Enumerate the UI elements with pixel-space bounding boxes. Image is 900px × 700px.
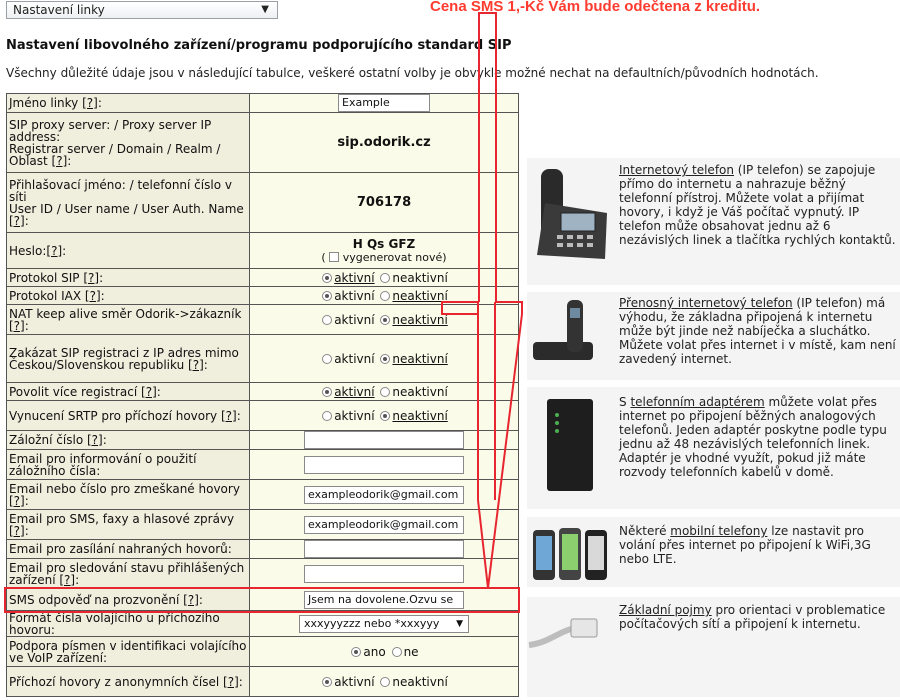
help-link[interactable]: [?] [223,674,239,689]
page-title: Nastavení libovolného zařízení/programu podporujícího standard SIP [6,38,512,53]
mobile-phones-image [527,524,611,584]
label-anonymous-calls: Příchozí hovory z anonymních čísel [9,674,220,689]
table-row: Email pro sledování stavu přihlášených zařízení [?]: [7,559,519,589]
ip-phone-link[interactable]: Internetový telefon [619,163,734,177]
label-password: Heslo:[?]: [7,233,250,269]
table-row: Protokol SIP [?]: aktivní neaktivní [7,269,519,287]
nat-active-radio[interactable] [322,315,332,325]
srtp-active-radio[interactable] [322,411,332,421]
table-row [7,113,519,173]
label-number-format: Formát čísla volajícího u příchozího hovoru: [7,611,250,637]
adapter-link[interactable]: telefonním adaptérem [630,395,765,409]
label-protocol-sip: Protokol SIP [9,270,80,285]
help-link[interactable]: [?] [51,153,68,168]
table-row: Email pro SMS, faxy a hlasové zprávy [?]: exampleodorik@gmail.com [7,510,519,540]
label-missed-calls: Email nebo číslo pro zmeškané hovory [9,481,240,496]
adapter-image [527,395,611,495]
network-cable-image [527,603,611,663]
help-link[interactable]: [?] [220,408,237,423]
label-sms-reply: SMS odpověď na prozvonění [9,592,180,607]
help-link[interactable]: [?] [84,288,101,303]
table-row: Příchozí hovory z anonymních čísel [?]: aktivní neaktivní [7,667,519,697]
table-row: Povolit více registrací [?]: aktivní neaktivní [7,383,519,401]
anon-active-radio[interactable] [322,677,332,687]
help-link[interactable]: [?] [9,493,25,508]
number-format-select[interactable]: xxxyyyzzz nebo *xxxyyy ▼ [299,615,469,633]
annotation-line [495,12,497,302]
table-row: SMS odpověď na prozvonění [?]: Jsem na dovolene.Ozvu se [7,589,519,611]
multi-active-radio[interactable] [322,387,332,397]
password-value: H Qs GFZ [352,237,416,251]
help-link[interactable]: [?] [87,433,103,447]
proxy-server-value: sip.odorik.cz [250,113,519,173]
annotation-arrow [440,300,530,592]
regenerate-label: vygenerovat nové [342,251,443,264]
label-multi-registration: Povolit více registrací [9,384,138,399]
label-login: Přihlašovací jméno: / telefonní číslo v síti User ID / User name / User Auth. Name [?]: [7,173,250,233]
cordless-phone-image [527,296,611,366]
label-nat: NAT keep alive směr Odorik->zákazník [9,306,242,321]
annotation-line [478,12,480,302]
table-row: Zakázat SIP registraci z IP adres mimo Českou/Slovenskou republiku [?]: aktivní neaktivní [7,335,519,383]
table-row [7,173,519,233]
sms-reply-highlight [4,587,520,613]
multi-inactive-radio[interactable] [380,387,390,397]
label-letters-support: Podpora písmen v identifikaci volajícího ve VoIP zařízení: [7,637,250,667]
sms-reply-input[interactable]: Jsem na dovolene.Ozvu se [304,591,464,609]
table-row: Vynucení SRTP pro příchozí hovory [?]: aktivní neaktivní [7,401,519,431]
table-row: Protokol IAX [?]: aktivní neaktivní [7,287,519,305]
help-link[interactable]: [?] [83,270,100,285]
table-row: Záložní číslo [?]: [7,431,519,450]
help-link[interactable]: [?] [82,96,98,110]
help-link[interactable]: [?] [9,318,25,333]
table-row [7,611,519,637]
iax-inactive-radio[interactable] [380,291,390,301]
chevron-down-icon: ▼ [261,4,269,15]
label-status-email: Email pro sledování stavu přihlášených zařízení [9,560,245,587]
help-link[interactable]: [?] [9,523,25,538]
help-link[interactable]: [?] [46,243,63,258]
srtp-inactive-radio[interactable] [380,411,390,421]
line-settings-select[interactable] [6,1,278,19]
sms-email-input[interactable]: exampleodorik@gmail.com [304,516,464,534]
table-row [7,94,519,113]
annotation-line [478,12,497,14]
help-link[interactable]: [?] [183,592,199,607]
line-name-input[interactable]: Example [338,94,430,112]
cordless-phone-link[interactable]: Přenosný internetový telefon [619,296,793,310]
ip-phone-image [527,163,611,267]
label-backup-email: Email pro informování o použití záložního čísla: [7,450,250,480]
line-settings-select-value: Nastavení linky [13,3,105,17]
letters-no-radio[interactable] [392,647,402,657]
label-recordings-email: Email pro zasílání nahraných hovorů: [7,540,250,559]
help-link[interactable]: [?] [188,357,204,372]
table-row: NAT keep alive směr Odorik->zákazník [?]: aktivní neaktivní [7,305,519,335]
missed-calls-input[interactable]: exampleodorik@gmail.com [304,486,464,504]
regenerate-checkbox[interactable] [329,252,339,262]
help-link[interactable]: [?] [141,384,157,399]
letters-yes-radio[interactable] [351,647,361,657]
sms-price-notice: Cena SMS 1,-Kč Vám bude odečtena z kreditu. [430,0,761,15]
label-backup-number: Záložní číslo [9,433,84,447]
sip-inactive-radio[interactable] [380,273,390,283]
forbid-active-radio[interactable] [322,354,332,364]
label-srtp: Vynucení SRTP pro příchozí hovory [9,408,218,423]
sip-active-radio[interactable] [322,273,332,283]
nat-inactive-radio[interactable] [380,315,390,325]
intro-text: Všechny důležité údaje jsou v následující tabulce, veškeré ostatní volby je obvykle možné nechat na defaultních/původních hodnotách. [6,66,819,80]
anon-inactive-radio[interactable] [380,677,390,687]
help-link[interactable]: [?] [9,213,25,228]
label-protocol-iax: Protokol IAX [9,288,82,303]
iax-active-radio[interactable] [322,291,332,301]
mobile-phones-link[interactable]: mobilní telefony [670,524,768,538]
basics-link[interactable]: Základní pojmy [619,603,712,617]
label-line-name: Jméno linky [?]: [7,94,250,113]
label-sms-email: Email pro SMS, faxy a hlasové zprávy [9,511,235,526]
chevron-down-icon: ▼ [456,618,463,629]
table-row: Email nebo číslo pro zmeškané hovory [?]: exampleodorik@gmail.com [7,480,519,510]
label-forbid-registration: Zakázat SIP registraci z IP adres mimo Českou/Slovenskou republiku [9,345,239,372]
help-link[interactable]: [?] [59,572,76,587]
login-value: 706178 [250,173,519,233]
table-row: Heslo:[?]: H Qs GFZ ( vygenerovat nové) [7,233,519,269]
label-proxy-server: SIP proxy server: / Proxy server IP address: Registrar server / Domain / Realm / Oblast [?]: [7,113,250,173]
forbid-inactive-radio[interactable] [380,354,390,364]
table-row: Podpora písmen v identifikaci volajícího ve VoIP zařízení: ano ne [7,637,519,667]
